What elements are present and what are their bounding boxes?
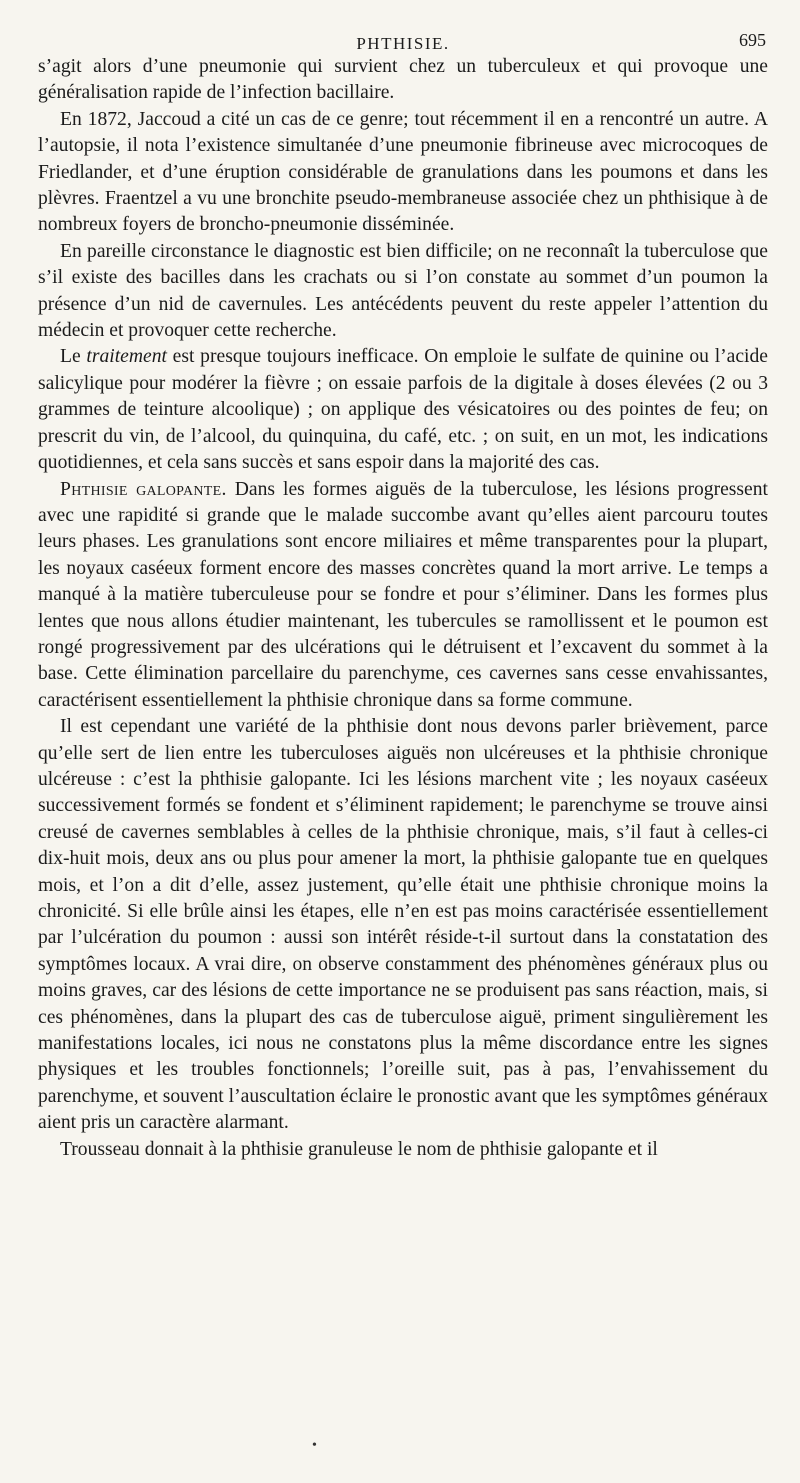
paragraph-text: Trousseau donnait à la phthisie granuleuse le nom de phthisie galopante et il xyxy=(60,1138,658,1160)
emphasis-traitement: traitement xyxy=(86,346,167,368)
paragraph-diagnostic xyxy=(38,239,768,345)
paragraph-text: s’agit alors d’une pneumonie qui survient chez un tuberculeux et qui provoque une généralisation rapide de l’infection bacillaire. xyxy=(38,56,768,104)
paragraph-phthisie-galopante xyxy=(38,477,768,715)
paragraph-text: Dans les formes aiguës de la tuberculose, les lésions progressent avec une rapidité si grande que le malade succombe avant qu’elles aient parcouru toutes leurs phases. Les granulations sont encore miliaires et même transparentes pour la plupart, les noyaux caséeux forment encore des masses concrètes quand la mort arrive. Le temps a manqué à la matière tuberculeuse pour se fondre et pour s’éliminer. Dans les formes plus lentes que nous allons étudier maintenant, les tubercules se ramollissent et le poumon est rongé progressivement par des ulcérations qui le détruisent et l’excavent du sommet à la base. Cette élimination parcellaire du parenchyme, ces cavernes sans cesse envahissantes, caractérisent essentiellement la phthisie chronique dans sa forme commune. xyxy=(38,478,768,711)
ink-speck: • xyxy=(312,1438,317,1453)
page-number: 695 xyxy=(739,30,766,50)
running-head xyxy=(38,18,768,54)
paragraph-lead: Le xyxy=(60,346,87,368)
paragraph-variete xyxy=(38,714,768,1137)
paragraph-text: est presque toujours inefficace. On emploie le sulfate de quinine ou l’acide salicylique pour modérer la fièvre ; on essaie parfois de la digitale à doses élevées (2 ou 3 grammes de teinture alcoolique) ; on applique des vésicatoires ou des pointes de feu; on prescrit du vin, de l’alcool, du quinquina, du café, etc. ; on suit, en un mot, les indications quotidiennes, et cela sans succès et sans espoir dans la majorité des cas. xyxy=(38,346,768,474)
body-text xyxy=(38,54,768,1163)
paragraph-jaccoud xyxy=(38,107,768,239)
section-heading: Phthisie galopante. xyxy=(60,478,227,500)
paragraph-traitement xyxy=(38,344,768,476)
paragraph-trousseau xyxy=(38,1137,768,1163)
paragraph-text: En 1872, Jaccoud a cité un cas de ce genre; tout récemment il en a rencontré un autre. A l’autopsie, il nota l’existence simultanée d’une pneumonie fibrineuse avec microcoques de Friedlander, et d’une éruption considérable de granulations dans les poumons et dans les plèvres. Fraentzel a vu une bronchite pseudo-membraneuse associée chez un phthisique à de nombreux foyers de broncho-pneumonie disséminée. xyxy=(38,108,768,236)
paragraph-text: Il est cependant une variété de la phthisie dont nous devons parler brièvement, parce qu’elle sert de lien entre les tuberculoses aiguës non ulcéreuses et la phthisie chronique ulcéreuse : c’est la phthisie galopante. Ici les lésions marchent vite ; les noyaux caséeux successivement formés se fondent et s’éliminent rapidement; le parenchyme se trouve ainsi creusé de cavernes semblables à celles de la phthisie chronique, mais, s’il faut à celles-ci dix-huit mois, deux ans ou plus pour amener la mort, la phthisie galopante tue en quelques mois, et l’on a dit d’elle, assez justement, qu’elle était une phthisie chronique moins la chronicité. Si elle brûle ainsi les étapes, elle n’en est pas moins caractérisée essentiellement par l’ulcération du poumon : aussi son intérêt réside-t-il surtout dans la constatation des symptômes locaux. A vrai dire, on observe constamment des phénomènes généraux plus ou moins graves, car des lésions de cette importance ne se produisent pas sans réaction, mais, si ces phénomènes, dans la plupart des cas de tuberculose aiguë, priment singulièrement les manifestations locales, ici nous ne constatons plus la même discordance entre les signes physiques et les troubles fonctionnels; l’oreille suit, pas à pas, l’envahissement du parenchyme, et souvent l’auscultation éclaire le pronostic avant que les symptômes généraux aient pris un caractère alarmant. xyxy=(38,716,768,1134)
paragraph-continuation xyxy=(38,54,768,107)
paragraph-text: En pareille circonstance le diagnostic est bien difficile; on ne reconnaît la tuberculose que s’il existe des bacilles dans les crachats ou si l’on constate au sommet d’un poumon la présence d’un nid de cavernules. Les antécédents peuvent du reste appeler l’attention du médecin et provoquer cette recherche. xyxy=(38,240,768,342)
page xyxy=(38,18,768,1163)
running-head-title: PHTHISIE. xyxy=(356,34,450,53)
